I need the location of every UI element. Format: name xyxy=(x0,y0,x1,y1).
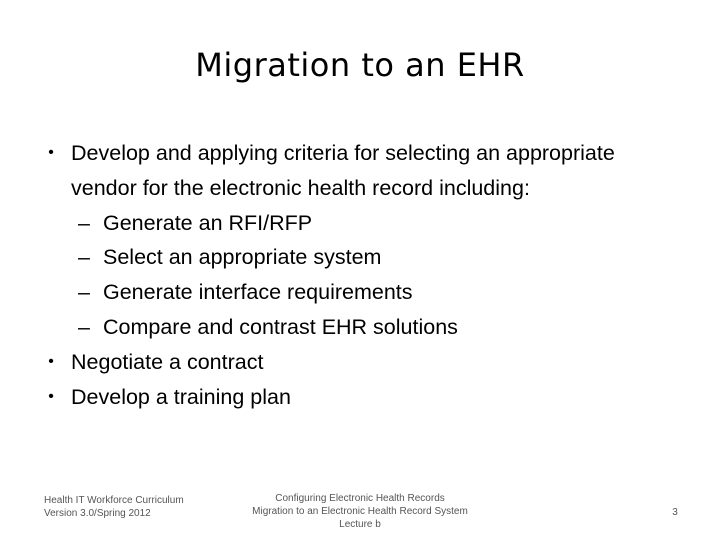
footer-lecture-info xyxy=(240,492,480,531)
sub-bullet-item xyxy=(44,206,694,241)
footer-course-title: Configuring Electronic Health Records xyxy=(275,493,445,504)
sub-bullet-text: Select an appropriate system xyxy=(103,245,382,270)
bullet-icon: • xyxy=(48,387,54,405)
dash-icon: – xyxy=(78,280,90,305)
bullet-item-training xyxy=(44,380,694,415)
sub-bullet-item xyxy=(44,275,694,310)
page-number: 3 xyxy=(672,507,678,518)
sub-list-container xyxy=(44,206,694,345)
footer-curriculum-info xyxy=(44,494,184,520)
bullet-icon: • xyxy=(48,144,54,161)
bullet-text-line: Develop and applying criteria for selecting an appropriate xyxy=(71,141,615,165)
sub-bullet-text: Generate an RFI/RFP xyxy=(103,210,313,235)
bullet-item-vendor-criteria xyxy=(44,136,694,206)
bullet-list xyxy=(44,136,694,414)
footer-unit-title: Migration to an Electronic Health Record System xyxy=(252,506,468,517)
dash-icon: – xyxy=(78,314,90,339)
sub-bullet-text: Generate interface requirements xyxy=(103,280,413,305)
bullet-text-line: vendor for the electronic health record including: xyxy=(71,175,530,200)
sub-bullet-text: Compare and contrast EHR solutions xyxy=(103,314,458,339)
bullet-item-contract xyxy=(44,345,694,380)
sub-bullet-list xyxy=(44,206,694,345)
slide-title: Migration to an EHR xyxy=(195,46,525,84)
bullet-text: Develop a training plan xyxy=(71,384,291,409)
dash-icon: – xyxy=(78,245,90,270)
footer-lecture-label: Lecture b xyxy=(339,519,381,530)
bullet-text: Negotiate a contract xyxy=(71,349,264,374)
footer-curriculum-name: Health IT Workforce Curriculum xyxy=(44,495,184,506)
footer-version: Version 3.0/Spring 2012 xyxy=(44,508,151,519)
sub-bullet-item xyxy=(44,240,694,275)
sub-bullet-item xyxy=(44,310,694,345)
bullet-icon: • xyxy=(48,352,54,370)
dash-icon: – xyxy=(78,210,90,235)
